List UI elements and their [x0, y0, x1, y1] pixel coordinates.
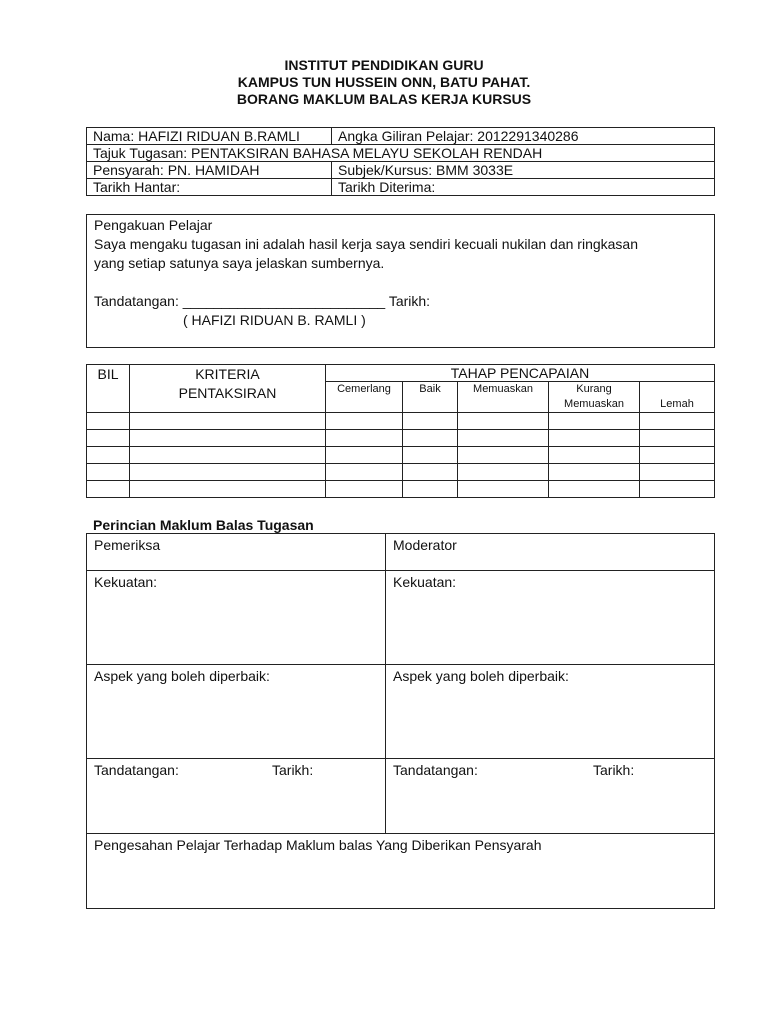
examiner-date-label: Tarikh: — [272, 762, 314, 778]
table-row — [87, 447, 715, 464]
campus-name: KAMPUS TUN HUSSEIN ONN, BATU PAHAT. — [237, 74, 531, 90]
level-kurang-memuaskan — [549, 382, 640, 413]
bil-header: BIL — [87, 365, 130, 413]
examiner-improvements: Aspek yang boleh diperbaik: — [87, 665, 386, 759]
achievement-header: TAHAP PENCAPAIAN — [326, 365, 715, 382]
declaration-text-1: Saya mengaku tugasan ini adalah hasil kerja saya sendiri kecuali nukilan dan ringkasan — [94, 236, 639, 252]
examiner-signature-label: Tandatangan: — [94, 762, 179, 778]
student-declaration-box — [86, 214, 715, 348]
examiner-strengths: Kekuatan: — [87, 571, 386, 665]
declaration-signature-line: Tandatangan: __________________________ Tarikh: — [94, 293, 431, 309]
table-row — [87, 464, 715, 481]
assignment-title: Tajuk Tugasan: PENTAKSIRAN BAHASA MELAYU SEKOLAH RENDAH — [87, 145, 715, 162]
level-cemerlang: Cemerlang — [326, 382, 403, 413]
submit-date: Tarikh Hantar: — [87, 179, 332, 196]
moderator-signature — [386, 759, 715, 834]
level-lemah: Lemah — [640, 382, 715, 413]
table-row — [87, 481, 715, 498]
course-code: Subjek/Kursus: BMM 3033E — [332, 162, 715, 179]
moderator-improvements: Aspek yang boleh diperbaik: — [386, 665, 715, 759]
student-info-table — [86, 127, 715, 196]
level-kurang-line2: Memuaskan — [564, 398, 624, 410]
assessment-criteria-table — [86, 364, 715, 498]
student-name: Nama: HAFIZI RIDUAN B.RAMLI — [87, 128, 332, 145]
table-row — [87, 413, 715, 430]
level-baik: Baik — [403, 382, 458, 413]
student-acknowledgement: Pengesahan Pelajar Terhadap Maklum balas Yang Diberikan Pensyarah — [87, 834, 715, 909]
level-kurang-line1: Kurang — [576, 383, 612, 395]
moderator-date-label: Tarikh: — [593, 762, 635, 778]
received-date: Tarikh Diterima: — [332, 179, 715, 196]
level-memuaskan: Memuaskan — [458, 382, 549, 413]
form-title: BORANG MAKLUM BALAS KERJA KURSUS — [236, 91, 532, 107]
institute-name: INSTITUT PENDIDIKAN GURU — [284, 57, 484, 73]
examiner-signature — [87, 759, 386, 834]
student-id: Angka Giliran Pelajar: 2012291340286 — [332, 128, 715, 145]
criteria-header-line1: KRITERIA — [195, 366, 260, 382]
feedback-table — [86, 533, 715, 909]
declaration-title: Pengakuan Pelajar — [94, 217, 213, 233]
form-header — [0, 57, 768, 108]
moderator-signature-label: Tandatangan: — [393, 762, 478, 778]
criteria-header — [130, 365, 326, 413]
moderator-header: Moderator — [386, 534, 715, 571]
declaration-student-name: ( HAFIZI RIDUAN B. RAMLI ) — [183, 312, 366, 328]
declaration-text-2: yang setiap satunya saya jelaskan sumbernya. — [94, 255, 385, 271]
table-row — [87, 430, 715, 447]
criteria-header-line2: PENTAKSIRAN — [178, 385, 277, 401]
examiner-header: Pemeriksa — [87, 534, 386, 571]
lecturer: Pensyarah: PN. HAMIDAH — [87, 162, 332, 179]
moderator-strengths: Kekuatan: — [386, 571, 715, 665]
feedback-section-title: Perincian Maklum Balas Tugasan — [93, 517, 314, 533]
